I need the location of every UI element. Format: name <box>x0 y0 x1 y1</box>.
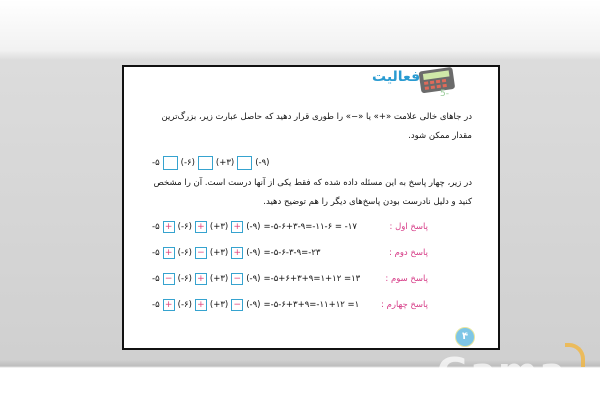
sign-blank[interactable] <box>163 156 178 170</box>
sign-box: − <box>231 273 243 285</box>
answer-expression <box>152 299 359 311</box>
answer-label: پاسخ سوم : <box>385 274 428 284</box>
svg-text:5-: 5- <box>440 89 449 96</box>
sign-box: + <box>195 221 207 233</box>
sign-blank[interactable] <box>237 156 252 170</box>
sign-blank[interactable] <box>198 156 213 170</box>
answer-result: =-۵+۶+۳+۹=۱+۱۲ =۱۳ <box>263 274 361 284</box>
term: (-۹) <box>246 248 261 258</box>
term: (-۶) <box>180 158 195 168</box>
sign-box: − <box>195 247 207 259</box>
term: -۵ <box>152 222 160 232</box>
term: (+۳) <box>209 300 229 310</box>
sign-box: − <box>163 273 175 285</box>
sign-box: + <box>163 299 175 311</box>
activity-title: فعالیت <box>372 69 421 85</box>
gama-watermark-logo: Gama <box>437 350 568 394</box>
sign-box: − <box>231 299 243 311</box>
term: (+۳) <box>209 248 229 258</box>
calculator-icon <box>418 66 458 96</box>
sign-box: + <box>163 221 175 233</box>
term: (-۶) <box>177 248 192 258</box>
sign-box: + <box>163 247 175 259</box>
term: (+۳) <box>209 222 229 232</box>
sign-box: + <box>231 247 243 259</box>
page-number-badge: ۴ <box>455 327 475 347</box>
term: (-۹) <box>246 222 261 232</box>
term: (+۳) <box>209 274 229 284</box>
instruction-line-4: کنید و دلیل نادرست بودن پاسخ‌های دیگر را هم توضیح دهید. <box>263 197 472 207</box>
instruction-line-3: در زیر، چهار پاسخ به این مسئله داده شده که فقط یکی از آنها درست است. آن را مشخص <box>153 178 472 188</box>
answer-expression <box>152 273 360 285</box>
term: -۵ <box>152 158 160 168</box>
question-expression <box>152 156 270 170</box>
term: (-۹) <box>255 158 270 168</box>
term: (-۶) <box>177 300 192 310</box>
term: (-۶) <box>177 222 192 232</box>
term: (+۳) <box>215 158 235 168</box>
answer-result: =-۵-۶+۳-۹=-۱۱-۶ = -۱۷ <box>263 222 357 232</box>
term: (-۹) <box>246 300 261 310</box>
answer-label: پاسخ اول : <box>389 222 428 232</box>
term: -۵ <box>152 248 160 258</box>
term: (-۶) <box>177 274 192 284</box>
sign-box: + <box>231 221 243 233</box>
answer-label: پاسخ دوم : <box>389 248 428 258</box>
term: -۵ <box>152 300 160 310</box>
sign-box: + <box>195 273 207 285</box>
sign-box: + <box>195 299 207 311</box>
answer-label: پاسخ چهارم : <box>381 300 428 310</box>
answer-expression <box>152 221 357 233</box>
answer-expression <box>152 247 320 259</box>
term: (-۹) <box>246 274 261 284</box>
instruction-line-2: مقدار ممکن شود. <box>408 131 472 141</box>
answer-result: =-۵-۶-۳-۹=-۲۳ <box>263 248 321 258</box>
answer-result: =-۵-۶+۳+۹=-۱۱+۱۲ =۱ <box>263 300 360 310</box>
instruction-line-1: در جاهای خالی علامت «+» یا «−» را طوری قرار دهید که حاصل عبارت زیر، بزرگ‌ترین <box>161 112 472 122</box>
term: -۵ <box>152 274 160 284</box>
